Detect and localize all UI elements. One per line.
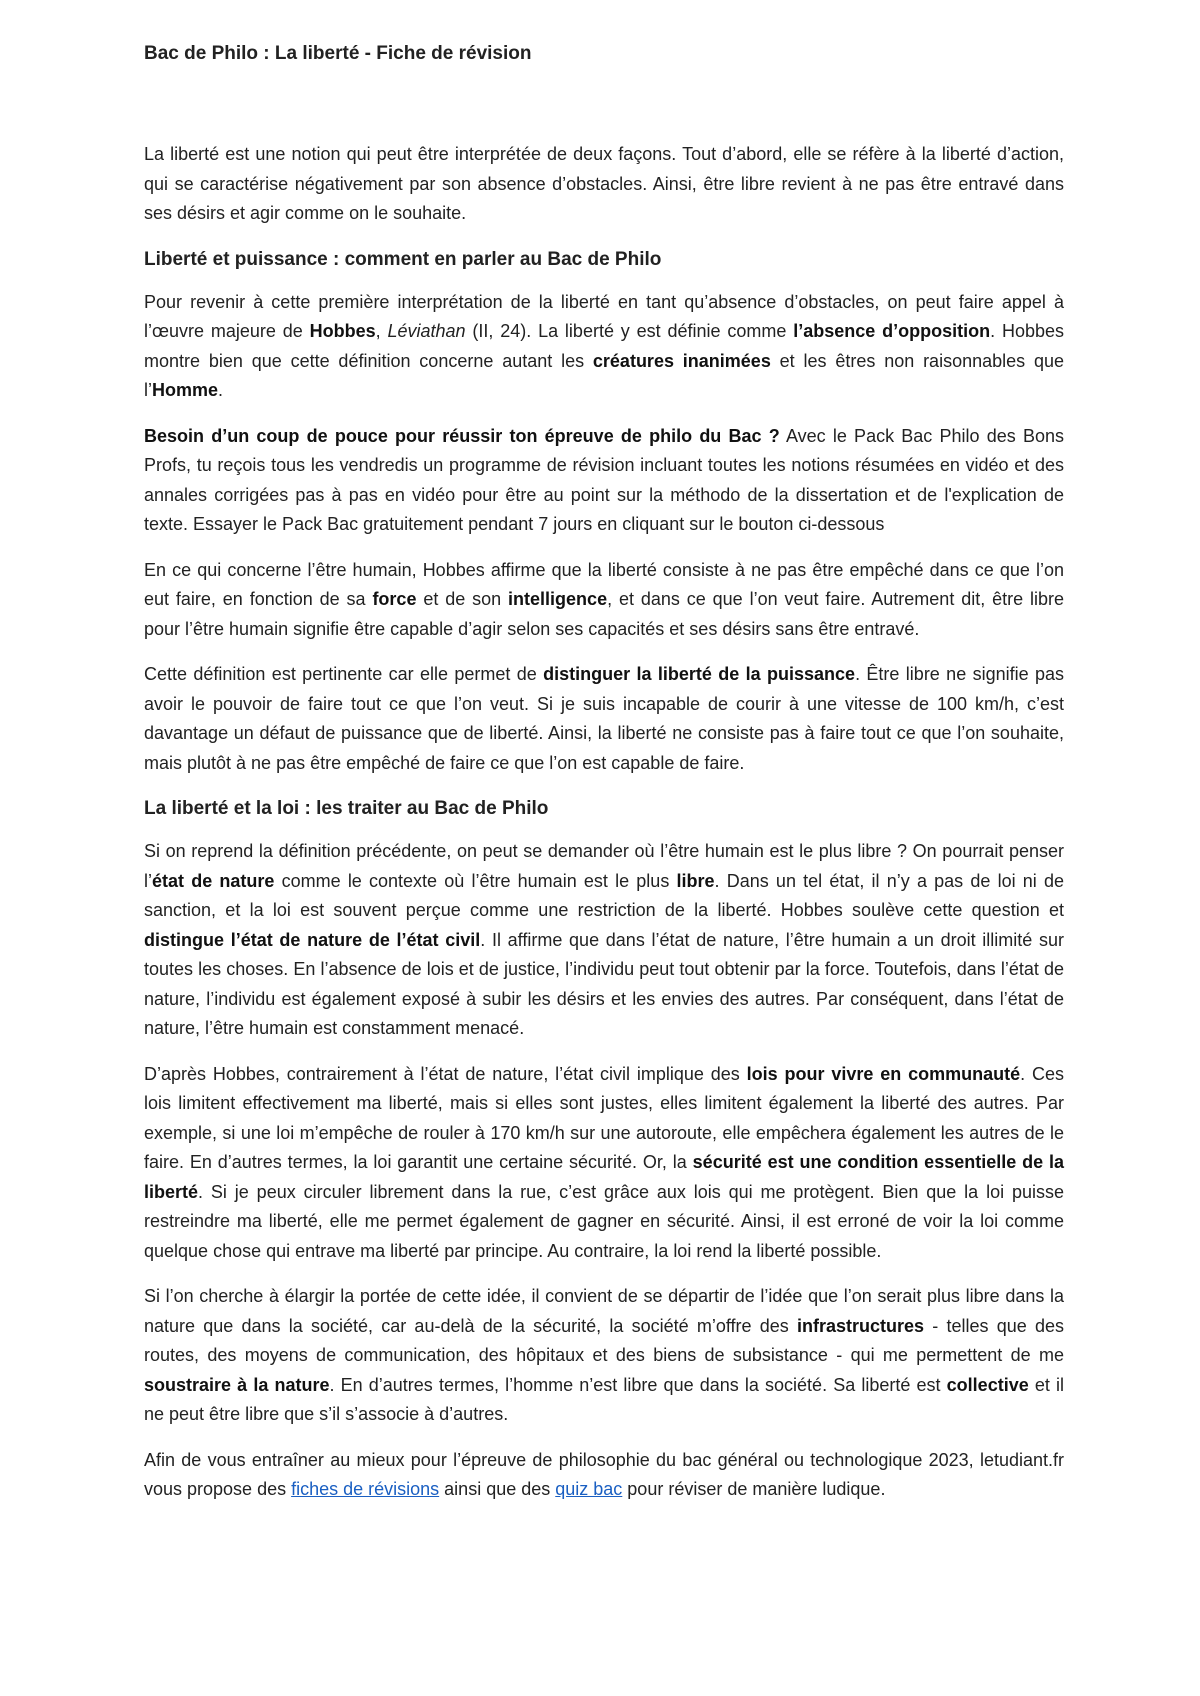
paragraph-hobbes-leviathan: Pour revenir à cette première interprétation de la liberté en tant qu’absence d’obstacles, on peut faire appel à l’œuvre majeure de Hobbes, Léviathan (II, 24). La liberté y est définie comme l’absence d’opposition. Hobbes montre bien que cette définition concerne autant les créatures inanimées et les êtres non raisonnables que l’Homme. (144, 291, 1064, 400)
section-heading-liberte-loi: La liberté et la loi : les traiter au Bac de Philo (144, 798, 549, 819)
paragraph-etre-humain: En ce qui concerne l’être humain, Hobbes affirme que la liberté consiste à ne pas être empêché dans ce que l’on eut faire, en fonction de sa force et de son intelligence, et dans ce que l’on veut faire. Autrement dit, être libre pour l’être humain signifie être capable d’agir selon ses capacités et ses désirs sans être entravé. (144, 559, 1065, 639)
section-heading-liberte-puissance: Liberté et puissance : comment en parler au Bac de Philo (144, 248, 662, 270)
bold-securite-condition: sécurité est une condition essentielle de la liberté (144, 1152, 1064, 1202)
paragraph-etat-nature: Si on reprend la définition précédente, on peut se demander où l’être humain est le plus libre ? On pourrait penser l’état de nature comme le contexte où l’être humain est le plus libre. Dans un tel état, il n’y a pas de loi ni de sanction, et la loi est souvent perçue comme une restriction de la liberté. Hobbes soulève cette question et distingue l’état de nature de l’état civil. Il affirme que dans l’état de nature, l’être humain a un droit illimité sur toutes les choses. En l’absence de lois et de justice, l’individu peut tout obtenir par la force. Toutefois, dans l’état de nature, l’individu est également exposé à subir les désirs et les envies des autres. Par conséquent, dans l’état de nature, l’être humain est constamment menacé. (144, 841, 1064, 1038)
paragraph-etat-civil: D’après Hobbes, contrairement à l’état de nature, l’état civil implique des lois pour vivre en communauté. Ces lois limitent effectivement ma liberté, mais si elles sont justes, elles limitent également la liberté des autres. Par exemple, si une loi m’empêche de rouler à 170 km/h sur une autoroute, elle empêchera également les autres de le faire. En d’autres termes, la loi garantit une certaine sécurité. Or, la sécurité est une condition essentielle de la liberté. Si je peux circuler librement dans la rue, c’est grâce aux lois qui me protègent. Bien que la loi puisse restreindre ma liberté, elle me permet également de gagner en sécurité. Ainsi, il est erroné de voir la loi comme quelque chose qui entrave ma liberté par principe. Au contraire, la loi rend la liberté possible. (144, 1063, 1065, 1261)
bold-homme: Homme (152, 380, 219, 400)
bold-soustraire-nature: soustraire à la nature (144, 1374, 330, 1395)
bold-creatures-inanimees: créatures inanimées (592, 350, 771, 371)
bold-distinguer: distinguer la liberté de la puissance (543, 664, 856, 684)
paragraph-societe: Si l’on cherche à élargir la portée de cette idée, il convient de se départir de l’idée que l’on serait plus libre dans la nature que dans la société, car au-delà de la sécurité, la société m’offre des infrastructures - telles que des routes, des moyens de communication, des hôpitaux et des biens de subsistance - qui me permettent de me soustraire à la nature. En d’autres termes, l’homme n’est libre que dans la société. Sa liberté est collective et il ne peut être libre que s’il s’associe à d’autres. (144, 1286, 1065, 1424)
bold-collective: collective (946, 1374, 1029, 1395)
bold-etat-de-nature: état de nature (152, 870, 275, 891)
promo-paragraph: Besoin d’un coup de pouce pour réussir ton épreuve de philo du Bac ? Avec le Pack Bac Philo des Bons Profs, tu reçois tous les vendredis un programme de révision incluant toutes les notions résumées en vidéo et des annales corrigées pas à pas en vidéo pour être au point sur la méthodo de la dissertation et de l'explication de texte. Essayer le Pack Bac gratuitement pendant 7 jours en cliquant sur le bouton ci-dessous (144, 425, 1064, 534)
intro-paragraph: La liberté est une notion qui peut être interprétée de deux façons. Tout d’abord, elle se réfère à la liberté d’action, qui se caractérise négativement par son absence d’obstacles. Ainsi, être libre revient à ne pas être entravé dans ses désirs et agir comme on le souhaite. (144, 144, 1064, 223)
link-fiches-revisions[interactable]: fiches de révisions (291, 1479, 440, 1499)
bold-force: force (372, 589, 417, 609)
document-title: Bac de Philo : La liberté - Fiche de révision (144, 43, 532, 64)
italic-leviathan: Léviathan (387, 321, 466, 341)
bold-lois-communaute: lois pour vivre en communauté (746, 1063, 1021, 1084)
bold-hobbes: Hobbes (309, 321, 376, 341)
bold-absence-opposition: l’absence d’opposition (793, 321, 991, 341)
promo-headline: Besoin d’un coup de pouce pour réussir ton épreuve de philo du Bac ? (144, 425, 780, 446)
bold-intelligence: intelligence (508, 589, 608, 609)
paragraph-liberte-puissance: Cette définition est pertinente car elle permet de distinguer la liberté de la puissance. Être libre ne signifie pas avoir le pouvoir de faire tout ce que l’on veut. Si je suis incapable de courir à une vitesse de 100 km/h, c’est davantage un défaut de puissance que de liberté. Ainsi, la liberté ne consiste pas à faire tout ce que l’on souhaite, mais plutôt à ne pas être empêché de faire ce que l’on est capable de faire. (144, 664, 1064, 773)
link-quiz-bac[interactable]: quiz bac (555, 1479, 623, 1499)
bold-infrastructures: infrastructures (797, 1315, 925, 1336)
bold-distingue-etat-civil: distingue l’état de nature de l’état civil (144, 929, 481, 950)
bold-libre: libre (676, 870, 715, 891)
paragraph-ressources: Afin de vous entraîner au mieux pour l’épreuve de philosophie du bac général ou technologique 2023, letudiant.fr vous propose des fiches de révisions ainsi que des quiz bac pour réviser de manière ludique. (144, 1449, 1064, 1499)
